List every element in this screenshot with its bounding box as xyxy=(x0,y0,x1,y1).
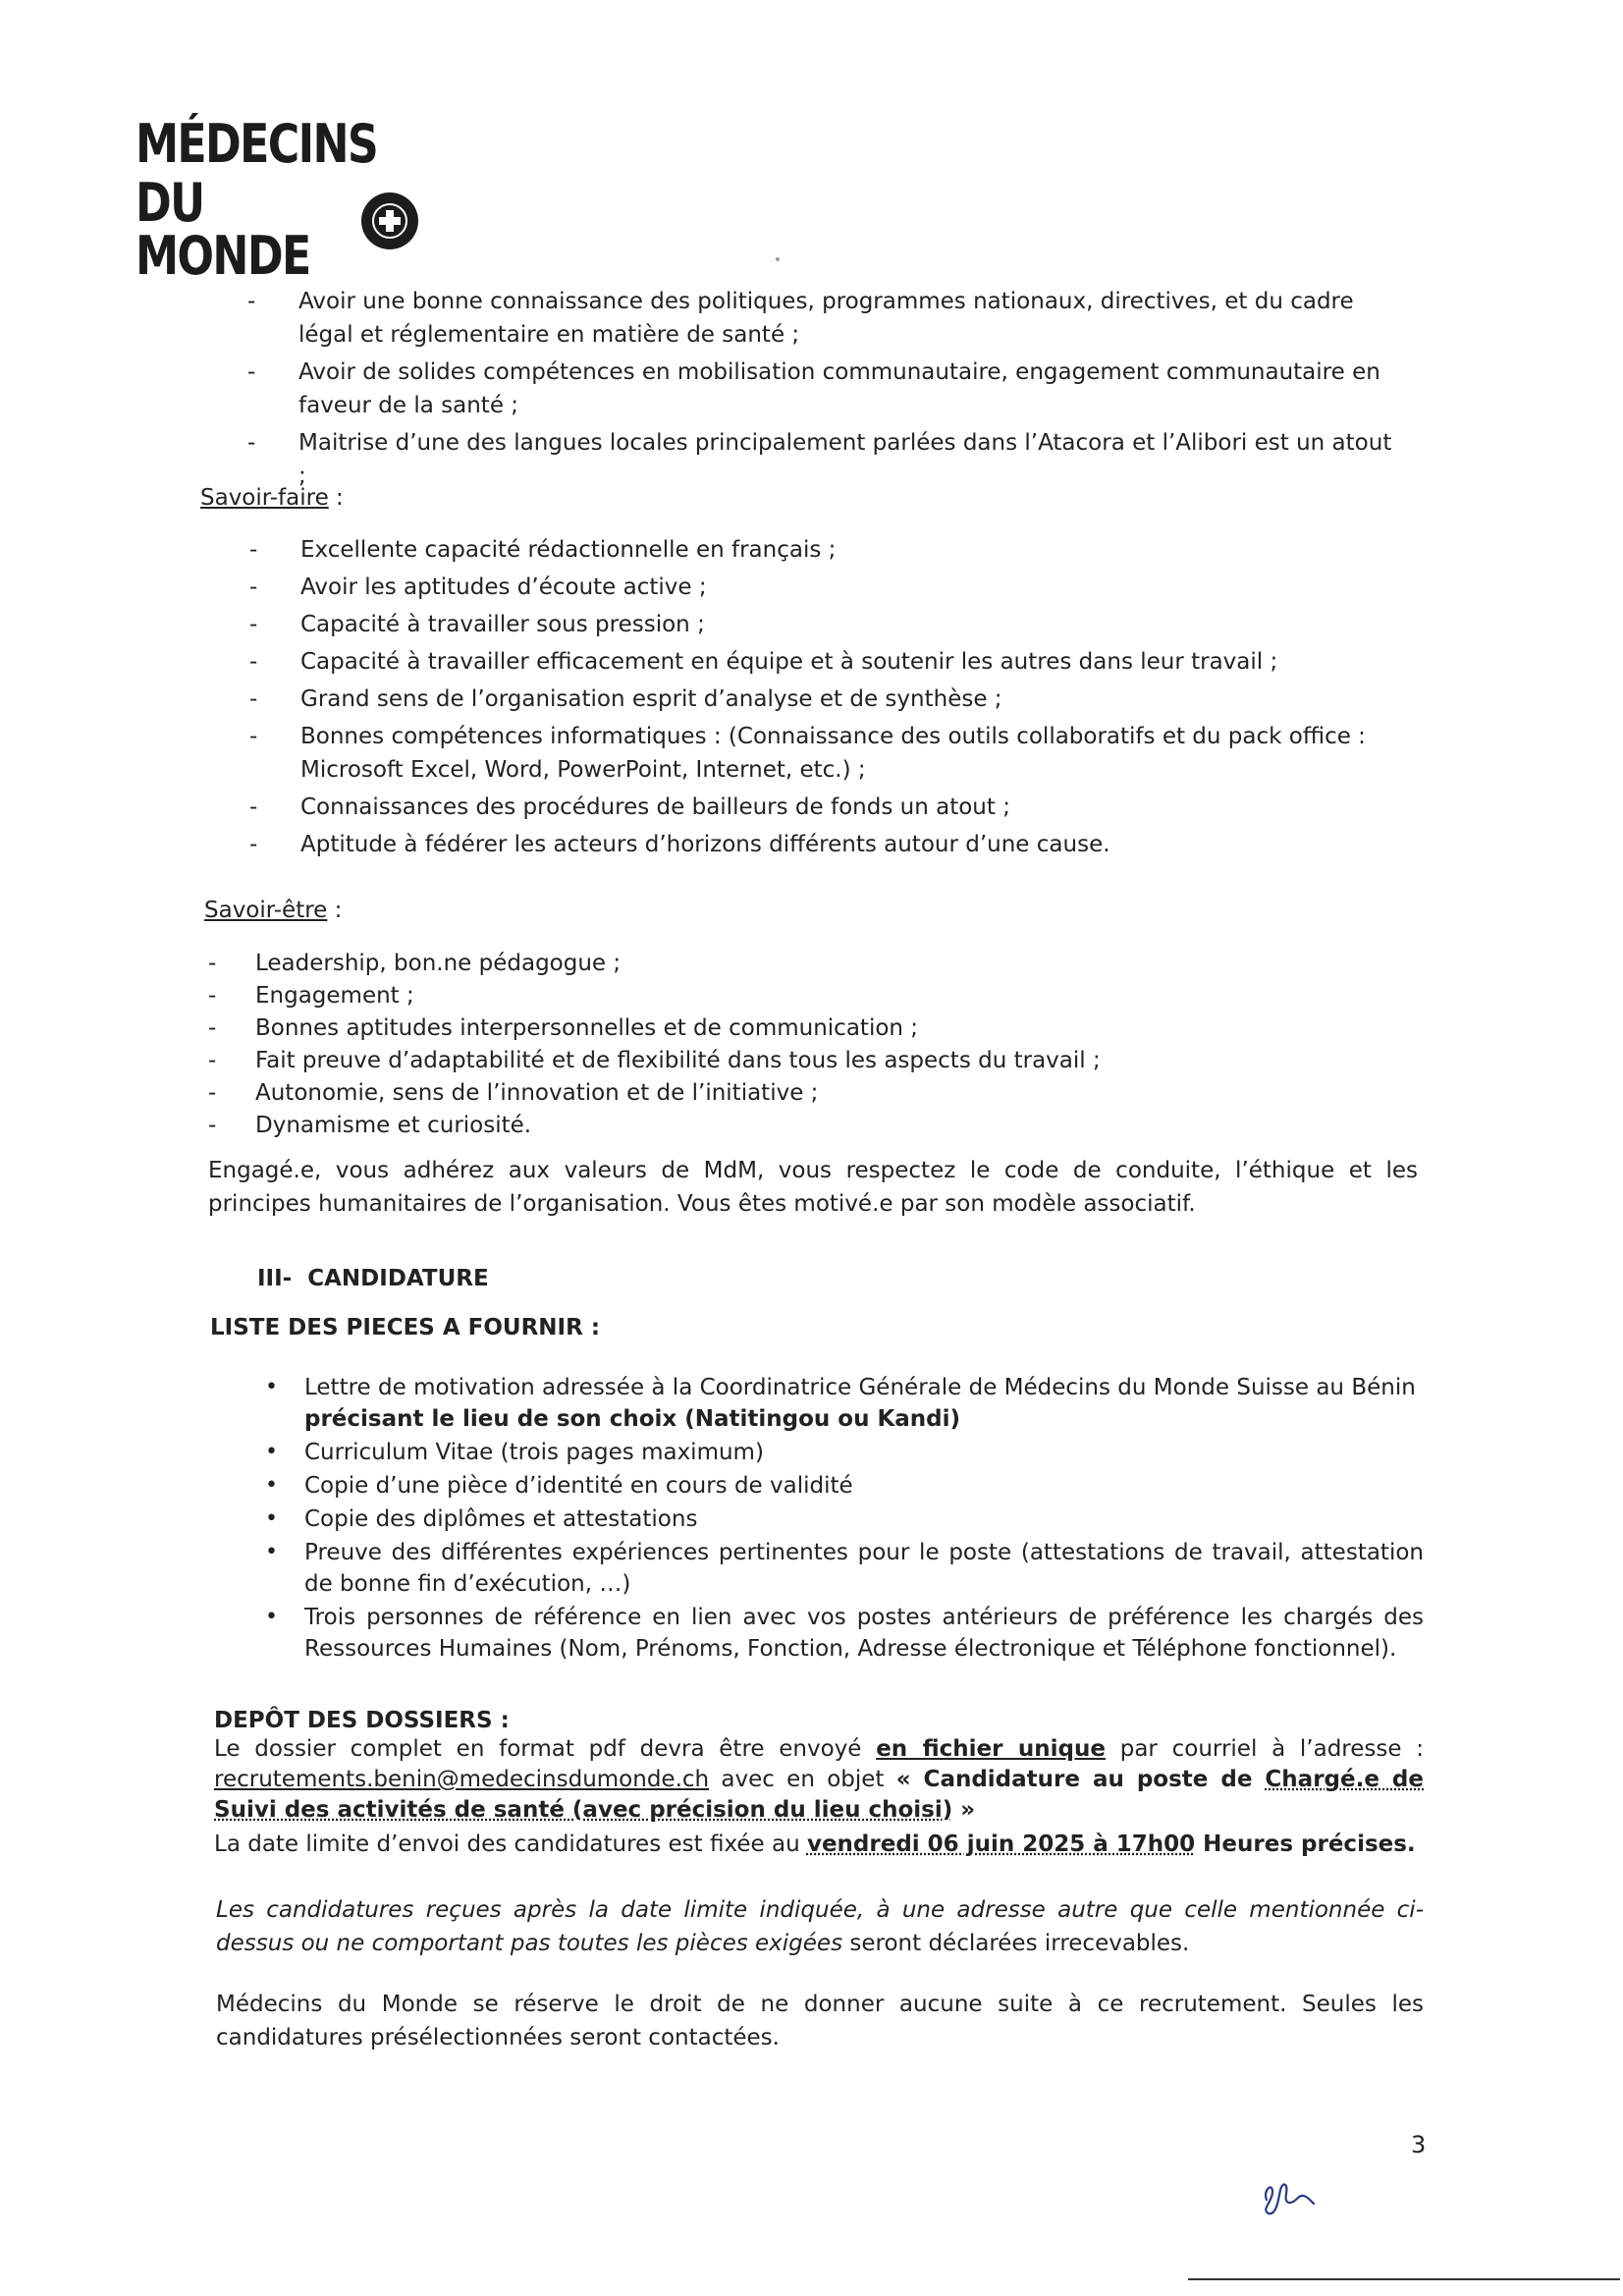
list-item: - Leadership, bon.ne pédagogue ; xyxy=(208,948,1386,980)
section-heading-candidature: III- CANDIDATURE xyxy=(257,1266,489,1291)
pieces-heading: LISTE DES PIECES A FOURNIR : xyxy=(210,1315,601,1340)
savoir-faire-list xyxy=(249,533,1398,865)
list-item: - Avoir les aptitudes d’écoute active ; xyxy=(249,571,1398,604)
logo-line-1: MÉDECINS xyxy=(135,113,378,175)
list-item: • Curriculum Vitae (trois pages maximum) xyxy=(255,1437,1424,1468)
pieces-list xyxy=(255,1372,1424,1667)
list-item: • Copie d’une pièce d’identité en cours de validité xyxy=(255,1470,1424,1502)
savoir-etre-heading: Savoir-être : xyxy=(204,898,343,923)
list-item: • Copie des diplômes et attestations xyxy=(255,1503,1424,1535)
list-item: - Bonnes compétences informatiques : (Connaissance des outils collaboratifs et du pack office : Microsoft Excel, Word, PowerPoint, Internet, etc.) ; xyxy=(249,720,1398,787)
scan-speck xyxy=(776,257,780,261)
savoir-etre-list xyxy=(208,948,1386,1142)
requirements-list-top xyxy=(247,285,1396,497)
list-item: - Grand sens de l’organisation esprit d’analyse et de synthèse ; xyxy=(249,683,1398,716)
list-item: • Trois personnes de référence en lien avec vos postes antérieurs de préférence les chargés des Ressources Humaines (Nom, Prénoms, Fonction, Adresse électronique et Téléphone fonctionnel). xyxy=(255,1602,1424,1665)
mdm-logo xyxy=(135,113,430,287)
list-item: - Bonnes aptitudes interpersonnelles et de communication ; xyxy=(208,1012,1386,1045)
list-item: - Engagement ; xyxy=(208,980,1386,1012)
list-item: • Lettre de motivation adressée à la Coordinatrice Générale de Médecins du Monde Suisse au Bénin précisant le lieu de son choix (Natitingou ou Kandi) xyxy=(255,1372,1424,1435)
list-item: - Connaissances des procédures de bailleurs de fonds un atout ; xyxy=(249,791,1398,824)
list-item: - Aptitude à fédérer les acteurs d’horizons différents autour d’une cause. xyxy=(249,828,1398,861)
list-item: - Capacité à travailler sous pression ; xyxy=(249,608,1398,641)
depot-paragraph: Le dossier complet en format pdf devra être envoyé en fichier unique par courriel à l’adresse : recrutements.benin@medecinsdumonde.ch avec en objet « Candidature au poste de Chargé.e de Suivi des activités de santé (avec précision du lieu choisi) » xyxy=(214,1736,1424,1823)
list-item: - Avoir une bonne connaissance des politiques, programmes nationaux, directives, et du cadre légal et réglementaire en matière de santé ; xyxy=(247,285,1396,352)
list-item: - Capacité à travailler efficacement en équipe et à soutenir les autres dans leur travail ; xyxy=(249,645,1398,679)
depot-heading: DEPÔT DES DOSSIERS : xyxy=(214,1708,510,1733)
list-item: - Avoir de solides compétences en mobilisation communautaire, engagement communautaire en faveur de la santé ; xyxy=(247,355,1396,422)
list-item: • Preuve des différentes expériences pertinentes pour le poste (attestations de travail, attestation de bonne fin d’exécution, …) xyxy=(255,1537,1424,1600)
final-paragraph: Médecins du Monde se réserve le droit de ne donner aucune suite à ce recrutement. Seules les candidatures présélectionnées seront contactées. xyxy=(216,1992,1424,2050)
logo-line-2: DU MONDE xyxy=(135,172,310,287)
handwritten-initials-icon xyxy=(1259,2160,1318,2219)
list-item: - Maitrise d’une des langues locales principalement parlées dans l’Atacora et l’Alibori est un atout ; xyxy=(247,426,1396,493)
deadline-paragraph: La date limite d’envoi des candidatures est fixée au vendredi 06 juin 2025 à 17h00 Heures précises. xyxy=(214,1831,1416,1857)
late-notice-paragraph: Les candidatures reçues après la date limite indiquée, à une adresse autre que celle mentionnée ci-dessus ou ne comportant pas toutes les pièces exigées seront déclarées irrecevables. xyxy=(216,1897,1424,1956)
email-link[interactable]: recrutements.benin@medecinsdumonde.ch xyxy=(214,1767,710,1792)
page-number: 3 xyxy=(1411,2131,1427,2159)
list-item: - Excellente capacité rédactionnelle en français ; xyxy=(249,533,1398,567)
savoir-faire-heading: Savoir-faire : xyxy=(200,485,344,511)
engagement-paragraph: Engagé.e, vous adhérez aux valeurs de MdM, vous respectez le code de conduite, l’éthique et les principes humanitaires de l’organisation. Vous êtes motivé.e par son modèle associatif. xyxy=(208,1158,1418,1217)
logo-emblem-icon xyxy=(359,191,420,251)
list-item: - Autonomie, sens de l’innovation et de l’initiative ; xyxy=(208,1077,1386,1110)
list-item: - Fait preuve d’adaptabilité et de flexibilité dans tous les aspects du travail ; xyxy=(208,1045,1386,1077)
list-item: - Dynamisme et curiosité. xyxy=(208,1110,1386,1142)
footer-rule xyxy=(1188,2278,1620,2280)
